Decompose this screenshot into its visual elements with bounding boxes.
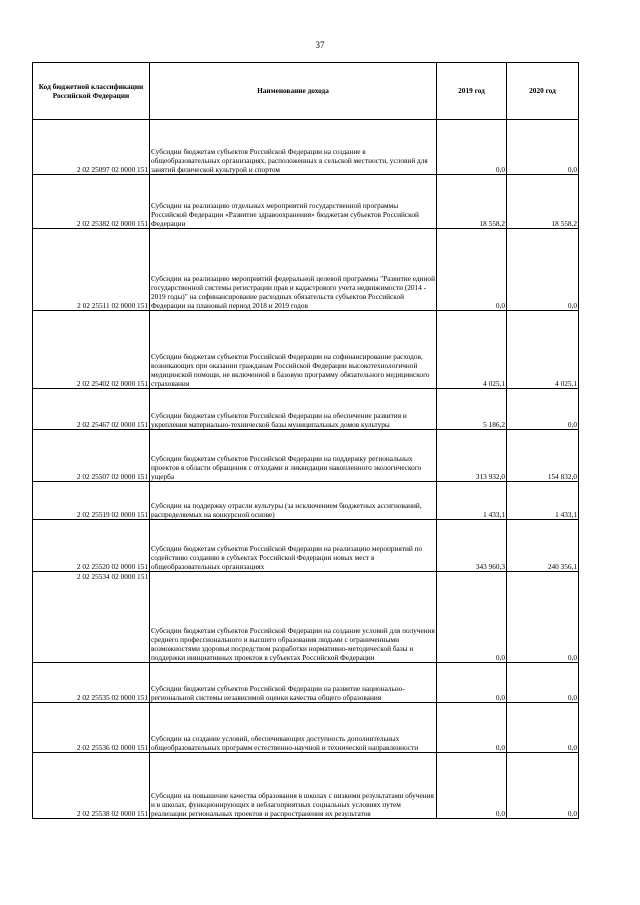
row-code: 2 02 25534 02 0000 151 xyxy=(33,572,150,663)
row-value-2020: 0,0 xyxy=(507,229,579,311)
row-code: 2 02 25520 02 0000 151 xyxy=(33,520,150,572)
row-code: 2 02 25402 02 0000 151 xyxy=(33,311,150,389)
table-header-row xyxy=(33,63,579,120)
row-code: 2 02 25519 02 0000 151 xyxy=(33,482,150,520)
row-value-2019: 4 025,1 xyxy=(437,311,507,389)
row-value-2019: 0,0 xyxy=(437,572,507,663)
row-name: Субсидии на поддержку отрасли культуры (за исключением бюджетных ассигнований, распределяемых на конкурсной основе) xyxy=(150,482,437,520)
row-name: Субсидии бюджетам субъектов Российской Федерации на софинансирование расходов, возникающих при оказании гражданам Российской Федерации высокотехнологичной медицинской помощи, не включенной в базовую программу обязательного медицинского страхования xyxy=(150,311,437,389)
row-code: 2 02 25382 02 0000 151 xyxy=(33,175,150,229)
table-row xyxy=(33,482,579,520)
row-name: Субсидии на повышение качества образования в школах с низкими результатами обучения и в школах, функционирующих в неблагоприятных социальных условиях путем реализации региональных проектов и распространения их результатов xyxy=(150,753,437,819)
budget-revenue-table xyxy=(32,62,579,819)
table-row xyxy=(33,175,579,229)
page-number: 37 xyxy=(315,40,325,50)
table-row xyxy=(33,663,579,703)
table-row xyxy=(33,753,579,819)
row-name: Субсидии на реализацию отдельных мероприятий государственной программы Российской Федерации «Развитие здравоохранения» бюджетам субъектов Российской Федерации xyxy=(150,175,437,229)
row-code: 2 02 25538 02 0000 151 xyxy=(33,753,150,819)
row-value-2020: 240 356,1 xyxy=(507,520,579,572)
row-name: Субсидии бюджетам субъектов Российской Федерации на развитие национально-региональной системы независимой оценки качества общего образования xyxy=(150,663,437,703)
row-name: Субсидии бюджетам субъектов Российской Федерации на поддержку региональных проектов в области обращения с отходами и ликвидации накопленного экологического ущерба xyxy=(150,430,437,482)
row-value-2020: 0,0 xyxy=(507,703,579,753)
header-year-2020: 2020 год xyxy=(507,63,579,120)
row-value-2019: 0,0 xyxy=(437,703,507,753)
row-code: 2 02 25507 02 0000 151 xyxy=(33,430,150,482)
row-name: Субсидии бюджетам субъектов Российской Федерации на реализацию мероприятий по содействию созданию в субъектах Российской Федерации новых мест в общеобразовательных организациях xyxy=(150,520,437,572)
row-value-2019: 343 960,3 xyxy=(437,520,507,572)
row-name: Субсидии на реализацию мероприятий федеральной целевой программы "Развитие единой государственной системы регистрации прав и кадастрового учета недвижимости (2014 - 2019 годы)" на софинансирование расходных обязательств субъектов Российской Федерации на плановый период 2018 и 2019 годов xyxy=(150,229,437,311)
row-value-2020: 1 433,1 xyxy=(507,482,579,520)
row-value-2019: 18 558,2 xyxy=(437,175,507,229)
row-value-2019: 0,0 xyxy=(437,663,507,703)
row-value-2020: 18 558,2 xyxy=(507,175,579,229)
row-value-2019: 5 186,2 xyxy=(437,389,507,430)
row-value-2020: 0,0 xyxy=(507,572,579,663)
row-value-2019: 0,0 xyxy=(437,229,507,311)
header-year-2019: 2019 год xyxy=(437,63,507,120)
row-value-2020: 154 832,0 xyxy=(507,430,579,482)
row-name: Субсидии бюджетам субъектов Российской Федерации на создание условий для получения среднего профессионального и высшего образования людьми с ограниченными возможностями здоровья посредством разработки нормативно-методической базы и поддержки инициативных проектов в субъектах Российской Федерации xyxy=(150,572,437,663)
table-row xyxy=(33,520,579,572)
row-value-2020: 0,0 xyxy=(507,389,579,430)
row-code: 2 02 25535 02 0000 151 xyxy=(33,663,150,703)
table-row xyxy=(33,120,579,175)
row-value-2019: 1 433,1 xyxy=(437,482,507,520)
row-value-2020: 4 025,1 xyxy=(507,311,579,389)
table-row xyxy=(33,229,579,311)
table-row xyxy=(33,311,579,389)
header-name: Наименование дохода xyxy=(150,63,437,120)
row-value-2019: 0,0 xyxy=(437,120,507,175)
row-value-2020: 0,0 xyxy=(507,120,579,175)
row-code: 2 02 25467 02 0000 151 xyxy=(33,389,150,430)
header-code: Код бюджетной классификации Российской Федерации xyxy=(33,63,150,120)
row-name: Субсидии бюджетам субъектов Российской Федерации на создание в общеобразовательных организациях, расположенных в сельской местности, условий для занятий физической культурой и спортом xyxy=(150,120,437,175)
table-row xyxy=(33,430,579,482)
row-name: Субсидии бюджетам субъектов Российской Федерации на обеспечение развития и укрепления материально-технической базы муниципальных домов культуры xyxy=(150,389,437,430)
row-value-2019: 0,0 xyxy=(437,753,507,819)
row-value-2020: 0,0 xyxy=(507,663,579,703)
row-value-2020: 0,0 xyxy=(507,753,579,819)
row-name: Субсидии на создание условий, обеспечивающих доступность дополнительных общеобразовательных программ естественно-научной и технической направленности xyxy=(150,703,437,753)
table-row xyxy=(33,703,579,753)
row-code: 2 02 25511 02 0000 151 xyxy=(33,229,150,311)
row-code: 2 02 25536 02 0000 151 xyxy=(33,703,150,753)
row-code: 2 02 25097 02 0000 151 xyxy=(33,120,150,175)
table-row xyxy=(33,389,579,430)
table-row xyxy=(33,572,579,663)
row-value-2019: 313 932,0 xyxy=(437,430,507,482)
